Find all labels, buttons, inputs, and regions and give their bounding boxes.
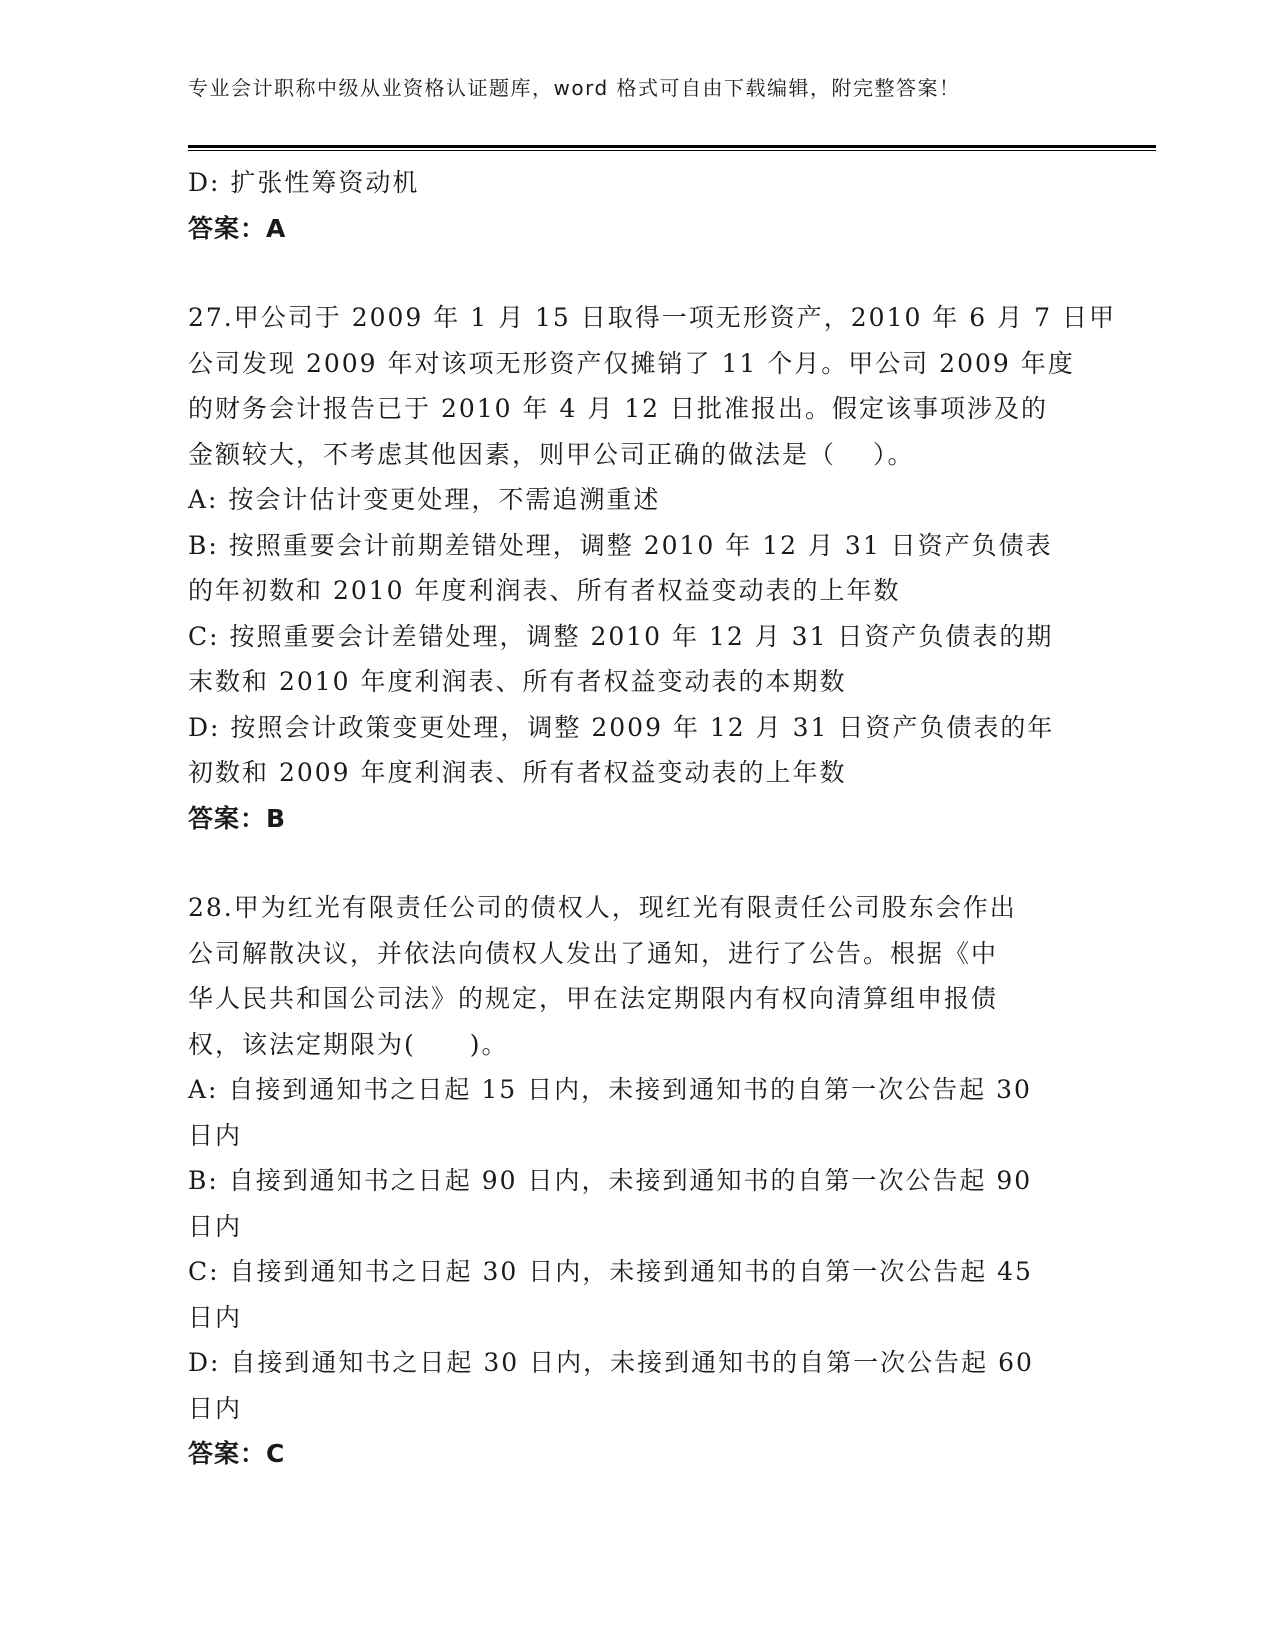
q28-answer: 答案：C (188, 1439, 286, 1468)
question-27 (188, 295, 1116, 841)
spacer (188, 251, 1088, 295)
question-28 (188, 885, 1088, 1477)
q28-option-c-cont: 日内 (188, 1302, 243, 1332)
q28-option-d: D: 自接到通知书之日起 30 日内，未接到通知书的自第一次公告起 60 (188, 1348, 1034, 1377)
spacer (188, 841, 1088, 885)
q27-option-a: A: 按会计估计变更处理，不需追溯重述 (188, 485, 661, 514)
q28-stem-line: 权，该法定期限为( )。 (188, 1029, 509, 1059)
q27-option-c-cont: 末数和 2010 年度利润表、所有者权益变动表的本期数 (188, 667, 847, 696)
q27-option-d: D: 按照会计政策变更处理，调整 2009 年 12 月 31 日资产负债表的年 (188, 712, 1055, 742)
q27-stem-line: 金额较大，不考虑其他因素，则甲公司正确的做法是（ ）。 (188, 439, 915, 469)
q28-stem-line: 公司解散决议，并依法向债权人发出了通知，进行了公告。根据《中 (188, 938, 999, 968)
header-divider-thick (188, 145, 1156, 148)
prev-answer: 答案：A (188, 213, 287, 243)
q27-option-b: B: 按照重要会计前期差错处理，调整 2010 年 12 月 31 日资产负债表 (188, 530, 1053, 560)
q27-answer: 答案：B (188, 803, 287, 833)
q28-option-c: C: 自接到通知书之日起 30 日内，未接到通知书的自第一次公告起 45 (188, 1257, 1033, 1286)
q28-option-d-cont: 日内 (188, 1393, 243, 1423)
q28-option-b-cont: 日内 (188, 1211, 243, 1241)
q27-option-c: C: 按照重要会计差错处理，调整 2010 年 12 月 31 日资产负债表的期 (188, 621, 1054, 651)
q28-option-a-cont: 日内 (188, 1120, 243, 1150)
q27-option-b-cont: 的年初数和 2010 年度利润表、所有者权益变动表的上年数 (188, 576, 901, 605)
prev-option-d: D: 扩张性筹资动机 (188, 168, 420, 197)
q27-stem-line: 27.甲公司于 2009 年 1 月 15 日取得一项无形资产，2010 年 6 月 7 日甲 (188, 303, 1116, 332)
header-divider-thin (188, 150, 1156, 151)
q27-stem-line: 公司发现 2009 年对该项无形资产仅摊销了 11 个月。甲公司 2009 年度 (188, 348, 1075, 378)
q27-stem-line: 的财务会计报告已于 2010 年 4 月 12 日批准报出。假定该事项涉及的 (188, 394, 1049, 423)
q28-stem-line: 28.甲为红光有限责任公司的债权人，现红光有限责任公司股东会作出 (188, 893, 1017, 922)
q28-stem-line: 华人民共和国公司法》的规定，甲在法定期限内有权向清算组申报债 (188, 984, 999, 1013)
page-header: 专业会计职称中级从业资格认证题库，word 格式可自由下载编辑，附完整答案！ (188, 76, 961, 100)
q28-option-a: A: 自接到通知书之日起 15 日内，未接到通知书的自第一次公告起 30 (188, 1075, 1032, 1104)
document-body (188, 160, 1116, 1477)
q28-option-b: B: 自接到通知书之日起 90 日内，未接到通知书的自第一次公告起 90 (188, 1166, 1033, 1195)
q27-option-d-cont: 初数和 2009 年度利润表、所有者权益变动表的上年数 (188, 758, 847, 787)
